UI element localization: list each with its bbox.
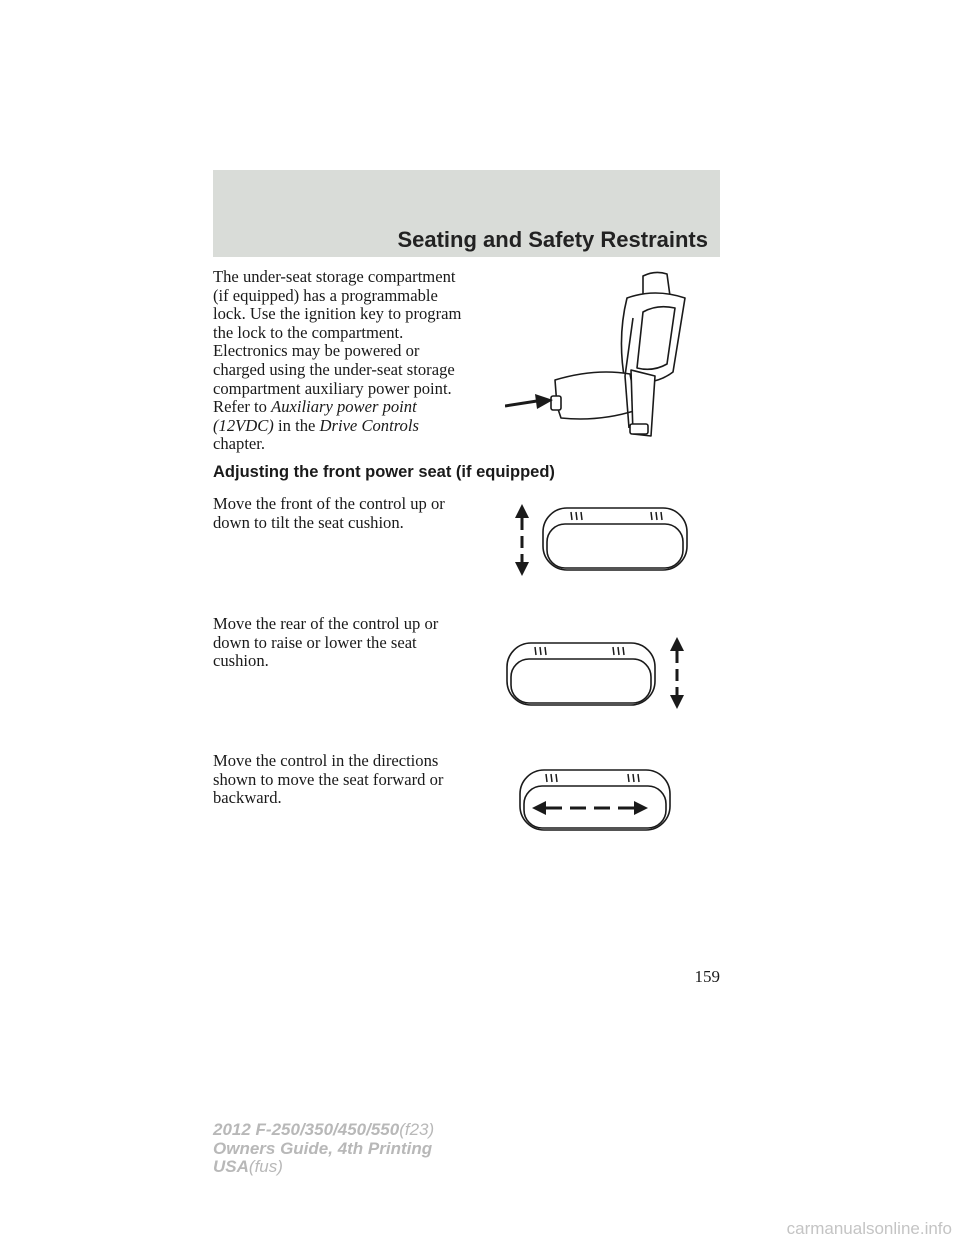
ref-chapter-text: chapter. (213, 434, 266, 454)
footer-line-2: Owners Guide, 4th Printing (213, 1138, 433, 1158)
footer (213, 1121, 434, 1177)
seat-illustration (505, 268, 705, 443)
storage-text: The under-seat storage compartment (if equipped) has a programmable lock. Use the ignition key to program the lock to the compartment. Electronics may be powered or charged using the under-seat storage compartment auxiliary power point. Refer to (213, 267, 462, 417)
power-point-reference: Auxiliary power point (12VDC) (213, 397, 417, 435)
page-number: 159 (694, 967, 720, 986)
tilt-control-illustration (505, 500, 695, 580)
footer-line-1 (213, 1121, 434, 1140)
fore-aft-control-illustration (518, 768, 673, 832)
step-tilt-text: Move the front of the control up or down to tilt the seat cushion. (213, 494, 445, 532)
ref-the-text: the (295, 415, 316, 435)
drive-controls-reference: Drive Controls (319, 415, 419, 435)
height-control-illustration (505, 635, 695, 715)
footer-region-code: (fus) (248, 1157, 283, 1176)
step-height-text: Move the rear of the control up or down to raise or lower the seat cushion. (213, 614, 439, 671)
footer-code: (f23) (399, 1120, 435, 1139)
step-slide-text: Move the control in the directions shown to move the seat forward or backward. (213, 751, 444, 808)
footer-line-3 (213, 1158, 434, 1177)
ref-in-text: in (278, 415, 291, 435)
footer-region: USA (213, 1157, 249, 1176)
storage-paragraph (213, 268, 473, 454)
section-title: Seating and Safety Restraints (397, 227, 708, 252)
header-band (213, 170, 720, 257)
section-heading: Adjusting the front power seat (if equipped) (213, 463, 555, 481)
footer-model: 2012 F-250/350/450/550 (213, 1120, 400, 1139)
watermark: carmanualsonline.info (786, 1219, 952, 1238)
